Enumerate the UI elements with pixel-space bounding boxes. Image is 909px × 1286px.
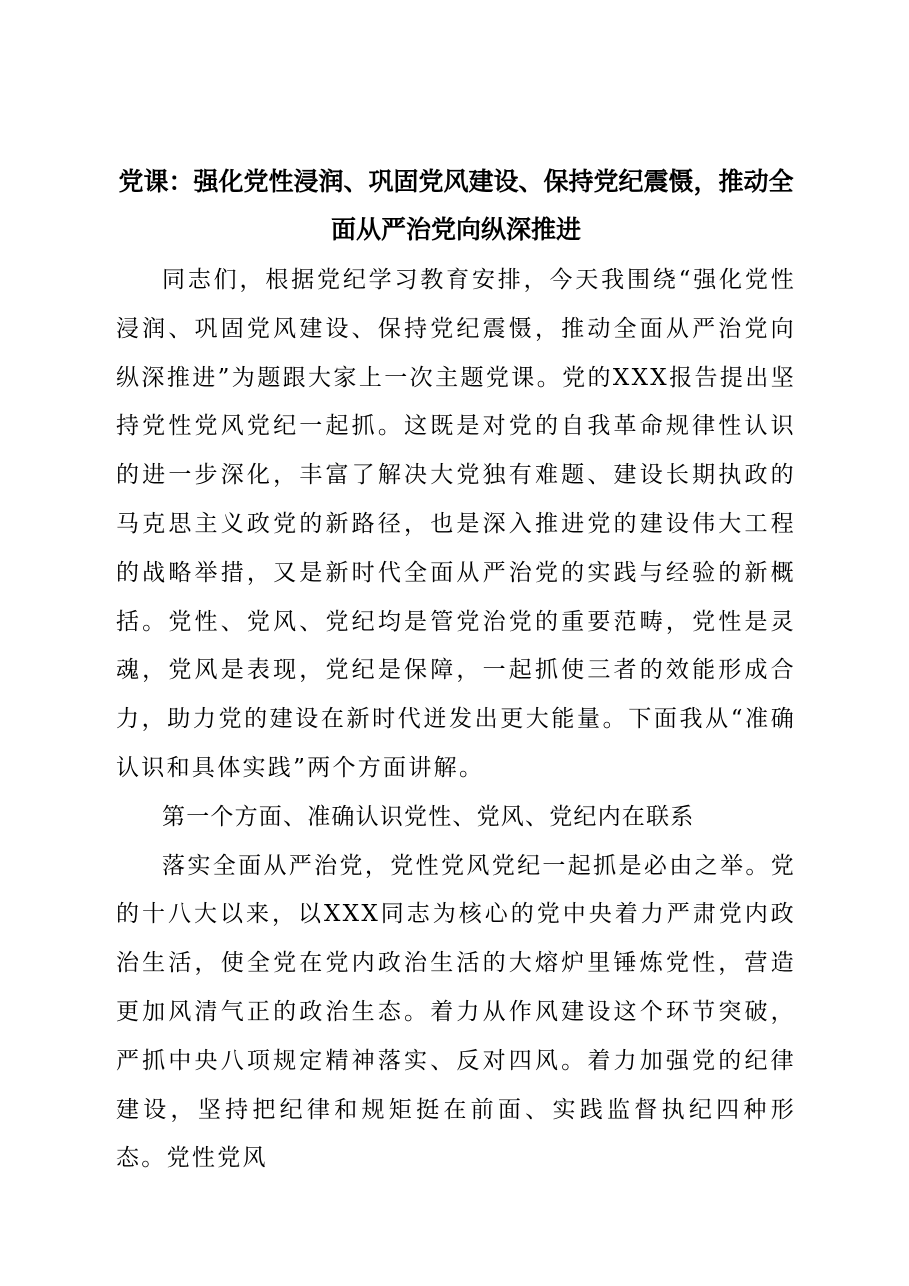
section-heading: 第一个方面、准确认识党性、党风、党纪内在联系 [162,803,695,830]
document-title-line-2: 面从严治党向纵深推进 [330,215,581,244]
section-paragraph: 落实全面从严治党，党性党风党纪一起抓是必由之举。党的十八大以来，以XXX同志为核心的党中央着力严肃党内政治生活，使全党在党内政治生活的大熔炉里锤炼党性，营造更加风清气正的政治生态。着力从作风建设这个环节突破，严抓中央八项规定精神落实、反对四风。着力加强党的纪律建设，坚持把纪律和规矩挺在前面、实践监督执纪四种形态。党性党风 [116,852,796,1172]
intro-paragraph: 同志们，根据党纪学习教育安排，今天我围绕“强化党性浸润、巩固党风建设、保持党纪震慑，推动全面从严治党向纵深推进”为题跟大家上一次主题党课。党的XXX报告提出坚持党性党风党纪一起抓。这既是对党的自我革命规律性认识的进一步深化，丰富了解决大党独有难题、建设长期执政的马克思主义政党的新路径，也是深入推进党的建设伟大工程的战略举措，又是新时代全面从严治党的实践与经验的新概括。党性、党风、党纪均是管党治党的重要范畴，党性是灵魂，党风是表现，党纪是保障，一起抓使三者的效能形成合力，助力党的建设在新时代迸发出更大能量。下面我从“准确认识和具体实践”两个方面讲解。 [116,267,796,781]
document-page [116,158,796,1183]
document-title-line-1: 党课：强化党性浸润、巩固党风建设、保持党纪震慑，推动全 [118,167,794,196]
document-title [116,158,796,254]
